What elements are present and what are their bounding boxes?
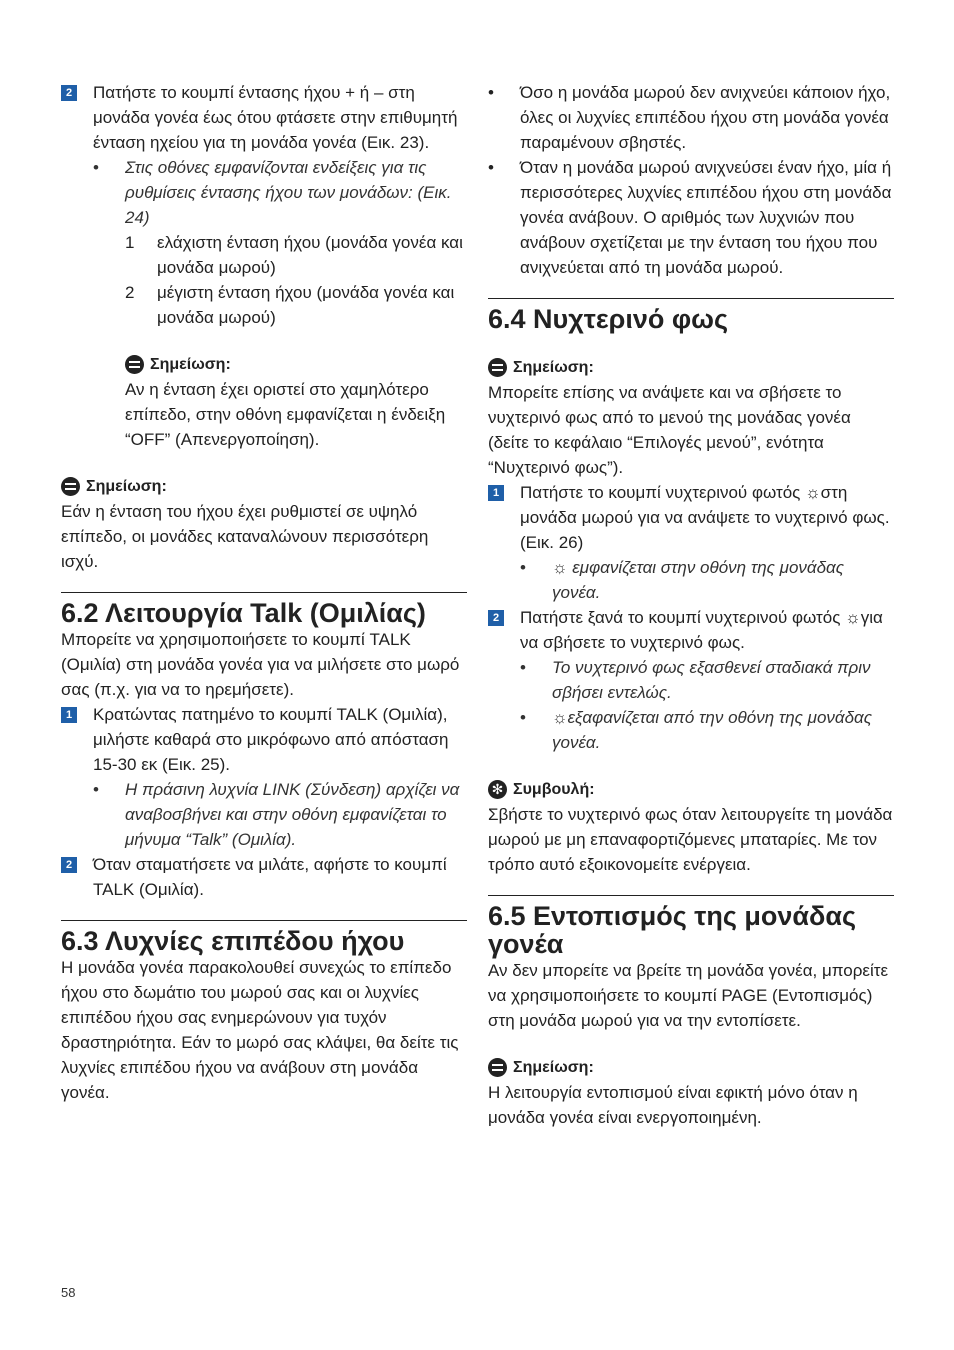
step-number: 2 [61, 857, 77, 873]
tip-heading [488, 777, 894, 802]
page-number: 58 [61, 1285, 76, 1300]
note-icon [488, 1058, 507, 1077]
note-text: Μπορείτε επίσης να ανάψετε και να σβήσετε το νυχτερινό φως από το μενού της μονάδας γονέα (δείτε το κεφάλαιο “Επιλογές μενού”, ενότητα “Νυχτερινό φως”). [488, 383, 851, 477]
bullet-text: Το νυχτερινό φως εξασθενεί σταδιακά πριν σβήσει εντελώς. [552, 658, 871, 702]
item-number: 1 [125, 233, 135, 252]
bullet-item [488, 80, 894, 155]
bullet-text: Όταν η μονάδα μωρού ανιχνεύσει έναν ήχο, μία ή περισσότερες λυχνίες επιπέδου ήχου στη μονάδα γονέα ανάβουν. Ο αριθμός των λυχνιών που ανάβουν σχετίζεται με την ένταση του ήχου που ανιχνεύεται από τη μονάδα μωρού. [520, 158, 892, 277]
bullet-dot: • [520, 708, 526, 727]
tip-icon: ✻ [488, 780, 507, 799]
bullet-item [61, 155, 467, 230]
note-icon [125, 355, 144, 374]
step-1 [488, 480, 894, 555]
tip-block [488, 777, 894, 877]
step-text: Πατήστε το κουμπί έντασης ήχου + ή – στη μονάδα γονέα έως ότου φτάσετε στην επιθυμητή ένταση ηχείου για τη μονάδα γονέα (Εικ. 23). [93, 83, 458, 152]
bullet-dot: • [488, 158, 494, 177]
note-text: Εάν η ένταση του ήχου έχει ρυθμιστεί σε υψηλό επίπεδο, οι μονάδες καταναλώνουν περισσότερη ισχύ. [61, 502, 429, 571]
item-text: μέγιστη ένταση ήχου (μονάδα γονέα και μονάδα μωρού) [157, 283, 455, 327]
note-block [488, 1055, 894, 1130]
bullet-item [488, 555, 894, 605]
step-text: Κρατώντας πατημένο το κουμπί TALK (Ομιλία), μιλήστε καθαρά στο μικρόφωνο από απόσταση 15-30 εκ (Εικ. 25). [93, 705, 449, 774]
section-text: Η μονάδα γονέα παρακολουθεί συνεχώς το επίπεδο ήχου στο δωμάτιο του μωρού σας και οι λυχνίες επιπέδου ήχου σας ενημερώνουν για τυχόν δραστηριότητα. Εάν το μωρό σας κλάψει, θα δείτε τις λυχνίες επιπέδου ήχου να ανάβουν στη μονάδα γονέα. [61, 958, 459, 1102]
step-1 [61, 702, 467, 777]
bullet-text: Η πράσινη λυχνία LINK (Σύνδεση) αρχίζει να αναβοσβήνει και στην οθόνη εμφανίζεται το μήνυμα “Talk” (Ομιλία). [125, 780, 460, 849]
bullet-dot: • [520, 658, 526, 677]
bullet-dot: • [93, 780, 99, 799]
section-heading-6-5: 6.5 Εντοπισμός της μονάδας γονέα [488, 895, 894, 958]
bullet-text: ☼ εμφανίζεται στην οθόνη της μονάδας γονέα. [552, 558, 844, 602]
note-block [488, 355, 894, 480]
step-2 [61, 852, 467, 902]
note-text: Η λειτουργία εντοπισμού είναι εφικτή μόνο όταν η μονάδα γονέα είναι ενεργοποιημένη. [488, 1083, 858, 1127]
note-label: Σημείωση: [86, 478, 167, 495]
step-text: Πατήστε το κουμπί νυχτερινού φωτός ☼στη μονάδα μωρού για να ανάψετε το νυχτερινό φως. (Εικ. 26) [520, 483, 890, 552]
note-icon [488, 358, 507, 377]
section-heading-6-2: 6.2 Λειτουργία Talk (Ομιλίας) [61, 592, 467, 627]
item-number: 2 [125, 283, 135, 302]
section-intro: Μπορείτε να χρησιμοποιήσετε το κουμπί TALK (Ομιλία) στη μονάδα γονέα για να μιλήσετε στο μωρό σας (π.χ. για να το ηρεμήσετε). [61, 630, 460, 699]
section-text: Αν δεν μπορείτε να βρείτε τη μονάδα γονέα, μπορείτε να χρησιμοποιήσετε το κουμπί PAGE (Εντοπισμός) στη μονάδα μωρού για να την εντοπίσετε. [488, 961, 889, 1030]
note-block [61, 352, 467, 452]
right-column [488, 80, 894, 1130]
bullet-item [488, 655, 894, 705]
left-column [61, 80, 467, 1105]
note-label: Σημείωση: [513, 1059, 594, 1076]
note-heading [488, 355, 894, 380]
bullet-text: Όσο η μονάδα μωρού δεν ανιχνεύει κάποιον ήχο, όλες οι λυχνίες επιπέδου ήχου στη μονάδα γονέα παραμένουν σβηστές. [520, 83, 891, 152]
bullet-dot: • [488, 83, 494, 102]
step-2 [488, 605, 894, 655]
section-heading-6-4: 6.4 Νυχτερινό φως [488, 298, 894, 333]
item-text: ελάχιστη ένταση ήχου (μονάδα γονέα και μονάδα μωρού) [157, 233, 463, 277]
bullet-item [488, 705, 894, 755]
note-label: Σημείωση: [150, 356, 231, 373]
note-label: Σημείωση: [513, 359, 594, 376]
tip-label: Συμβουλή: [513, 781, 595, 798]
step-number: 1 [61, 707, 77, 723]
numbered-item-2 [61, 280, 467, 330]
numbered-item-1 [61, 230, 467, 280]
step-text: Όταν σταματήσετε να μιλάτε, αφήστε το κουμπί TALK (Ομιλία). [93, 855, 447, 899]
bullet-text: ☼εξαφανίζεται από την οθόνη της μονάδας γονέα. [552, 708, 873, 752]
step-number: 2 [488, 610, 504, 626]
note-text: Αν η ένταση έχει οριστεί στο χαμηλότερο επίπεδο, στην οθόνη εμφανίζεται η ένδειξη “OFF” (Απενεργοποίηση). [125, 380, 446, 449]
bullet-dot: • [520, 558, 526, 577]
bullet-text: Στις οθόνες εμφανίζονται ενδείξεις για τις ρυθμίσεις έντασης ήχου των μονάδων: (Εικ. 24) [125, 158, 452, 227]
section-heading-6-3: 6.3 Λυχνίες επιπέδου ήχου [61, 920, 467, 955]
note-heading [61, 474, 467, 499]
step-number: 2 [61, 85, 77, 101]
step-number: 1 [488, 485, 504, 501]
bullet-item [61, 777, 467, 852]
step-text: Πατήστε ξανά το κουμπί νυχτερινού φωτός ☼για να σβήσετε το νυχτερινό φως. [520, 608, 883, 652]
step-2 [61, 80, 467, 155]
bullet-dot: • [93, 158, 99, 177]
note-icon [61, 477, 80, 496]
note-block [61, 474, 467, 574]
note-heading [125, 352, 467, 377]
note-heading [488, 1055, 894, 1080]
tip-text: Σβήστε το νυχτερινό φως όταν λειτουργείτε τη μονάδα μωρού με μη επαναφορτιζόμενες μπαταρίες. Με τον τρόπο αυτό εξοικονομείτε ενέργεια. [488, 805, 893, 874]
bullet-item [488, 155, 894, 280]
